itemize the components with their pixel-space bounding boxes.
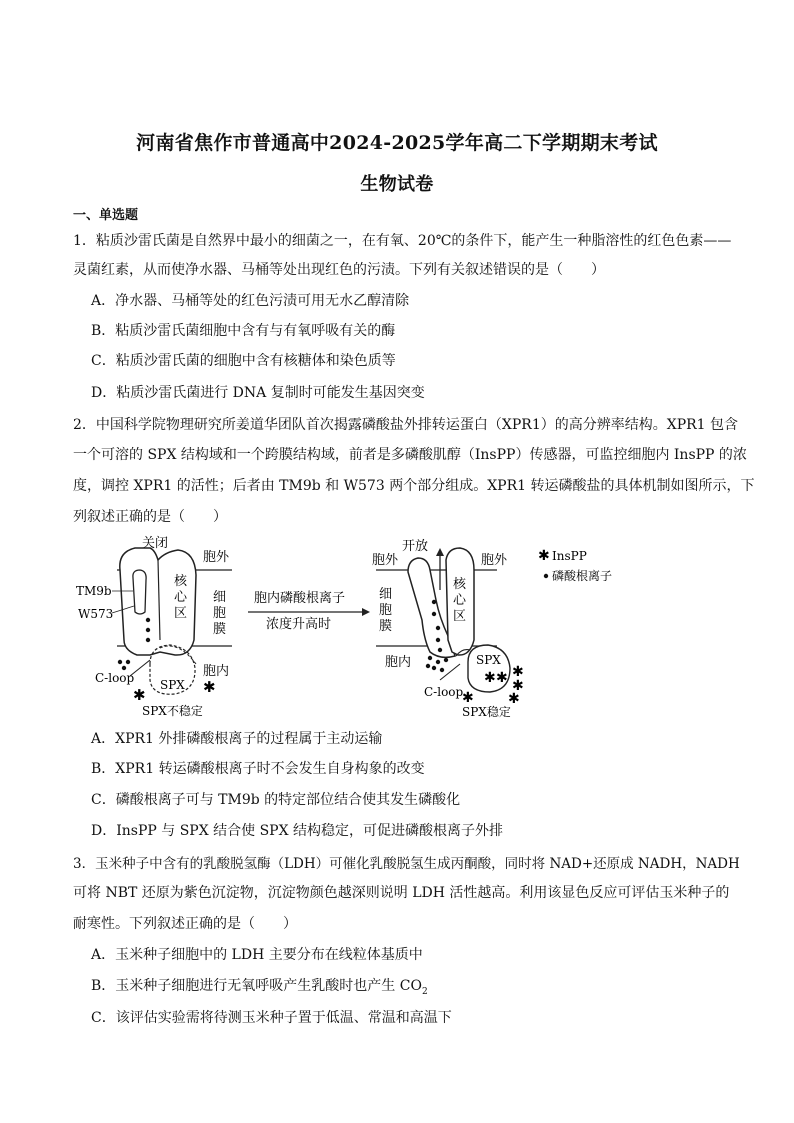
q3-option-b (91, 975, 428, 997)
left-outside-label: 胞外 (203, 550, 230, 565)
q3-option-b-text: B．玉米种子细胞进行无氧呼吸产生乳酸时也产生 CO (91, 978, 422, 994)
left-phosphate-dot (146, 628, 150, 632)
right-phosphate-dot (432, 666, 436, 670)
q2-stem-line3: 度，调控 XPR1 的活性；后者由 TM9b 和 W573 两个部分组成。XPR1 转运磷酸盐的具体机制如图所示，下 (73, 478, 755, 494)
left-spx-unstable-label: SPX不稳定 (142, 704, 203, 718)
right-phosphate-dot (438, 648, 442, 652)
right-insp-star: ✱ (484, 670, 496, 686)
right-membrane-char1: 细 (379, 587, 393, 602)
q3-stem-line2: 可将 NBT 还原为紫色沉淀物，沉淀物颜色越深则说明 LDH 活性越高。利用该显色反应可评估玉米种子的 (73, 885, 730, 901)
left-tm9b-w573-helix (133, 570, 146, 614)
efflux-arrow-head (436, 548, 444, 556)
section-heading: 一、单选题 (73, 208, 139, 223)
legend-phosphate-dot (544, 574, 548, 578)
left-membrane-char1: 细 (213, 590, 227, 605)
right-insp-star: ✱ (462, 690, 474, 706)
q1-option-c: C．粘质沙雷氏菌的细胞中含有核糖体和染色质等 (91, 353, 396, 369)
q1-option-a: A．净水器、马桶等处的红色污渍可用无水乙醇清除 (91, 293, 410, 309)
right-membrane-char2: 胞 (379, 603, 393, 618)
q3-option-a: A．玉米种子细胞中的 LDH 主要分布在线粒体基质中 (91, 947, 423, 963)
legend-insp-star: ✱ (538, 548, 550, 564)
right-core-char2: 心 (453, 593, 467, 608)
right-core-char3: 区 (453, 609, 467, 624)
right-open-label: 开放 (402, 539, 429, 554)
left-membrane-char2: 胞 (213, 606, 227, 621)
right-phosphate-dot (436, 660, 440, 664)
right-phosphate-dot (432, 612, 436, 616)
left-closed-label: 关闭 (142, 536, 169, 551)
left-spx-label: SPX (160, 678, 185, 692)
right-insp-star: ✱ (508, 691, 520, 707)
q1-stem-line1: 1．粘质沙雷氏菌是自然界中最小的细菌之一，在有氧、20℃的条件下，能产生一种脂溶性的红色色素—— (73, 233, 732, 249)
right-outside-label-left: 胞外 (372, 553, 399, 568)
right-cloop-label: C-loop (424, 685, 464, 699)
q2-stem-line4: 列叙述正确的是（ ） (73, 509, 227, 525)
left-core-char1: 核 (174, 574, 188, 589)
right-phosphate-dot (426, 664, 430, 668)
right-insp-star: ✱ (496, 670, 508, 686)
right-phosphate-dot (444, 658, 448, 662)
q2-option-a: A．XPR1 外排磷酸根离子的过程属于主动运输 (91, 731, 383, 747)
right-outside-label-right: 胞外 (481, 553, 508, 568)
q1-option-d: D．粘质沙雷氏菌进行 DNA 复制时可能发生基因突变 (91, 385, 425, 401)
right-core-char1: 核 (453, 577, 467, 592)
left-inside-label: 胞内 (203, 664, 230, 679)
arrow-condition-line2: 浓度升高时 (266, 617, 332, 632)
right-spx-stable-label: SPX稳定 (462, 705, 511, 719)
left-core-char3: 区 (174, 606, 188, 621)
right-insp-star: ✱ (512, 678, 524, 694)
left-tm9b-label: TM9b (76, 584, 112, 598)
q3-stem-line3: 耐寒性。下列叙述正确的是（ ） (73, 916, 297, 932)
left-phosphate-dot (146, 638, 150, 642)
left-membrane-char3: 膜 (213, 622, 227, 637)
right-phosphate-dot (440, 668, 444, 672)
left-phosphate-dot (118, 660, 122, 664)
exam-subtitle: 生物试卷 (360, 174, 434, 195)
right-phosphate-dot (436, 638, 440, 642)
q2-stem-line1: 2．中国科学院物理研究所姜道华团队首次揭露磷酸盐外排转运蛋白（XPR1）的高分辨率结构。XPR1 包含 (73, 417, 739, 433)
left-phosphate-dot (126, 660, 130, 664)
right-insp-star: ✱ (512, 664, 524, 680)
left-core-char2: 心 (174, 590, 188, 605)
left-w573-label: W573 (78, 607, 114, 621)
q2-stem-line2: 一个可溶的 SPX 结构域和一个跨膜结构域，前者是多磷酸肌醇（InsPP）传感器，可监控细胞内 InsPP 的浓 (73, 447, 747, 463)
q2-option-c: C．磷酸根离子可与 TM9b 的特定部位结合使其发生磷酸化 (91, 792, 461, 808)
left-phosphate-dot (146, 618, 150, 622)
right-membrane-char3: 膜 (379, 619, 393, 634)
left-phosphate-dot (122, 666, 126, 670)
right-phosphate-dot (428, 656, 432, 660)
q1-option-b: B．粘质沙雷氏菌细胞中含有与有氧呼吸有关的酶 (91, 323, 396, 339)
q3-option-b-subscript: 2 (421, 986, 428, 997)
q3-option-c: C．该评估实验需将待测玉米种子置于低温、常温和高温下 (91, 1010, 452, 1026)
exam-title: 河南省焦作市普通高中2024-2025学年高二下学期期末考试 (136, 132, 658, 154)
q3-stem-line1: 3．玉米种子中含有的乳酸脱氢酶（LDH）可催化乳酸脱氢生成丙酮酸，同时将 NAD+还原成 NADH，NADH (73, 856, 740, 872)
legend-phosphate-label: 磷酸根离子 (552, 569, 613, 583)
left-insp-star: ✱ (133, 686, 146, 704)
q2-option-b: B．XPR1 转运磷酸根离子时不会发生自身构象的改变 (91, 761, 425, 777)
right-inside-label: 胞内 (385, 655, 412, 670)
right-spx-label: SPX (476, 653, 501, 667)
transition-arrow-head (362, 608, 370, 616)
left-cloop-label: C-loop (95, 671, 135, 685)
left-insp-star: ✱ (203, 678, 216, 696)
right-cloop-line (440, 664, 460, 680)
right-phosphate-dot (432, 600, 436, 604)
arrow-condition-line1: 胞内磷酸根离子 (254, 591, 346, 606)
q1-stem-line2: 灵菌红素，从而使净水器、马桶等处出现红色的污渍。下列有关叙述错误的是（ ） (73, 262, 605, 278)
legend-insp-label: InsPP (552, 549, 587, 563)
right-phosphate-dot (436, 626, 440, 630)
q2-option-d: D．InsPP 与 SPX 结合使 SPX 结构稳定，可促进磷酸根离子外排 (91, 823, 504, 839)
